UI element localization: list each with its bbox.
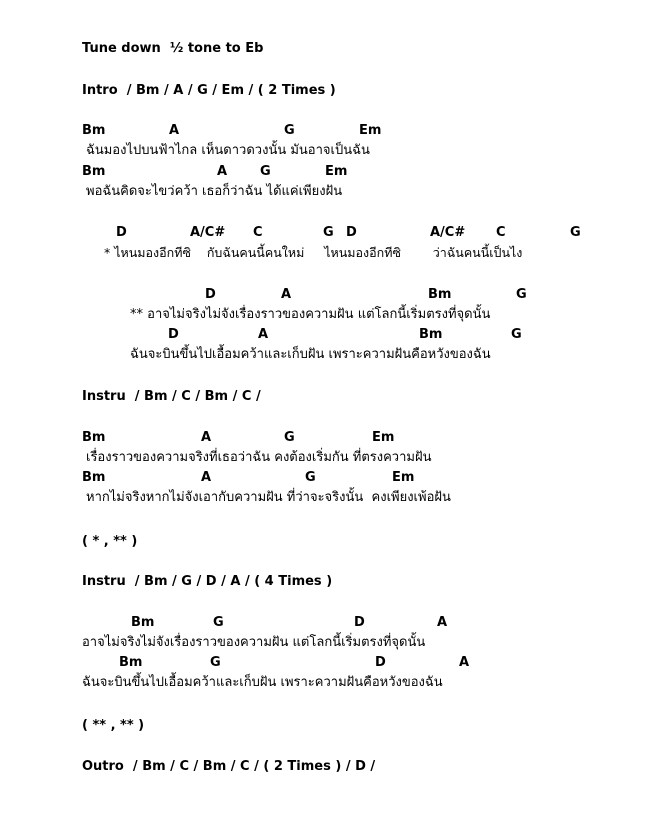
chord: D — [116, 225, 127, 240]
chord: A — [281, 287, 292, 302]
chord: D — [354, 615, 365, 630]
chord: A/C# — [190, 225, 226, 240]
chord: G — [570, 225, 581, 240]
chord: Bm — [119, 655, 143, 670]
chord: G — [284, 123, 295, 138]
chord: Bm — [428, 287, 452, 302]
chord: A — [201, 470, 212, 485]
outro-line: Outro / Bm / C / Bm / C / ( 2 Times ) / D / — [82, 759, 376, 774]
chord: G — [511, 327, 522, 342]
lyric-line: * ไหนมองอีกทีซิ กับฉันคนนี้คนใหม่ ไหนมองอีกทีซิ ว่าฉันคนนี้เป็นไง — [104, 245, 523, 260]
chord: G — [213, 615, 224, 630]
chord: D — [375, 655, 386, 670]
chord: G — [284, 430, 295, 445]
chord: Em — [392, 470, 415, 485]
chord: C — [496, 225, 506, 240]
lyric-line: ฉันจะบินขึ้นไปเอื้อมคว้าและเก็บฝัน เพราะความฝันคือหวังของฉัน — [82, 675, 443, 690]
chord: G — [323, 225, 334, 240]
chord: D — [346, 225, 357, 240]
chord: G — [260, 164, 271, 179]
repeat-marker: ( ** , ** ) — [82, 718, 145, 733]
chord: Em — [325, 164, 348, 179]
chord: Em — [372, 430, 395, 445]
chord: A — [459, 655, 470, 670]
lyric-line: ฉันจะบินขึ้นไปเอื้อมคว้าและเก็บฝัน เพราะความฝันคือหวังของฉัน — [130, 347, 491, 362]
lyric-line: หากไม่จริงหากไม่จังเอากับความฝัน ที่ว่าจะจริงนั้น คงเพียงเพ้อฝัน — [86, 490, 451, 505]
intro-line: Intro / Bm / A / G / Em / ( 2 Times ) — [82, 83, 336, 98]
instrumental-line: Instru / Bm / G / D / A / ( 4 Times ) — [82, 574, 333, 589]
chord: Bm — [82, 470, 106, 485]
chord: G — [305, 470, 316, 485]
tuning-note: Tune down ½ tone to Eb — [82, 41, 264, 56]
chord: A — [437, 615, 448, 630]
chord: G — [516, 287, 527, 302]
chord: G — [210, 655, 221, 670]
lyric-line: พอฉันคิดจะไขว่คว้า เธอก็ว่าฉัน ได้แค่เพียงฝัน — [86, 184, 343, 199]
chord: Bm — [82, 123, 106, 138]
chord: Bm — [419, 327, 443, 342]
lyric-line: เรื่องราวของความจริงที่เธอว่าฉัน คงต้องเริ่มกัน ที่ตรงความฝัน — [86, 450, 432, 465]
chord: A — [201, 430, 212, 445]
chord: Bm — [82, 164, 106, 179]
lyric-line: อาจไม่จริงไม่จังเรื่องราวของความฝัน แต่โลกนี้เริ่มตรงที่จุดนั้น — [82, 635, 426, 650]
repeat-marker: ( * , ** ) — [82, 534, 138, 549]
chord: Em — [359, 123, 382, 138]
chord: Bm — [131, 615, 155, 630]
chord: D — [168, 327, 179, 342]
chord: C — [253, 225, 263, 240]
chord: A — [258, 327, 269, 342]
chord: A — [169, 123, 180, 138]
instrumental-line: Instru / Bm / C / Bm / C / — [82, 389, 261, 404]
chord: D — [205, 287, 216, 302]
chord: A/C# — [430, 225, 466, 240]
lyric-line: ** อาจไม่จริงไม่จังเรื่องราวของความฝัน แต่โลกนี้เริ่มตรงที่จุดนั้น — [130, 307, 491, 322]
chord: A — [217, 164, 228, 179]
chord: Bm — [82, 430, 106, 445]
lyric-line: ฉันมองไปบนฟ้าไกล เห็นดาวดวงนั้น มันอาจเป็นฉัน — [86, 143, 370, 158]
